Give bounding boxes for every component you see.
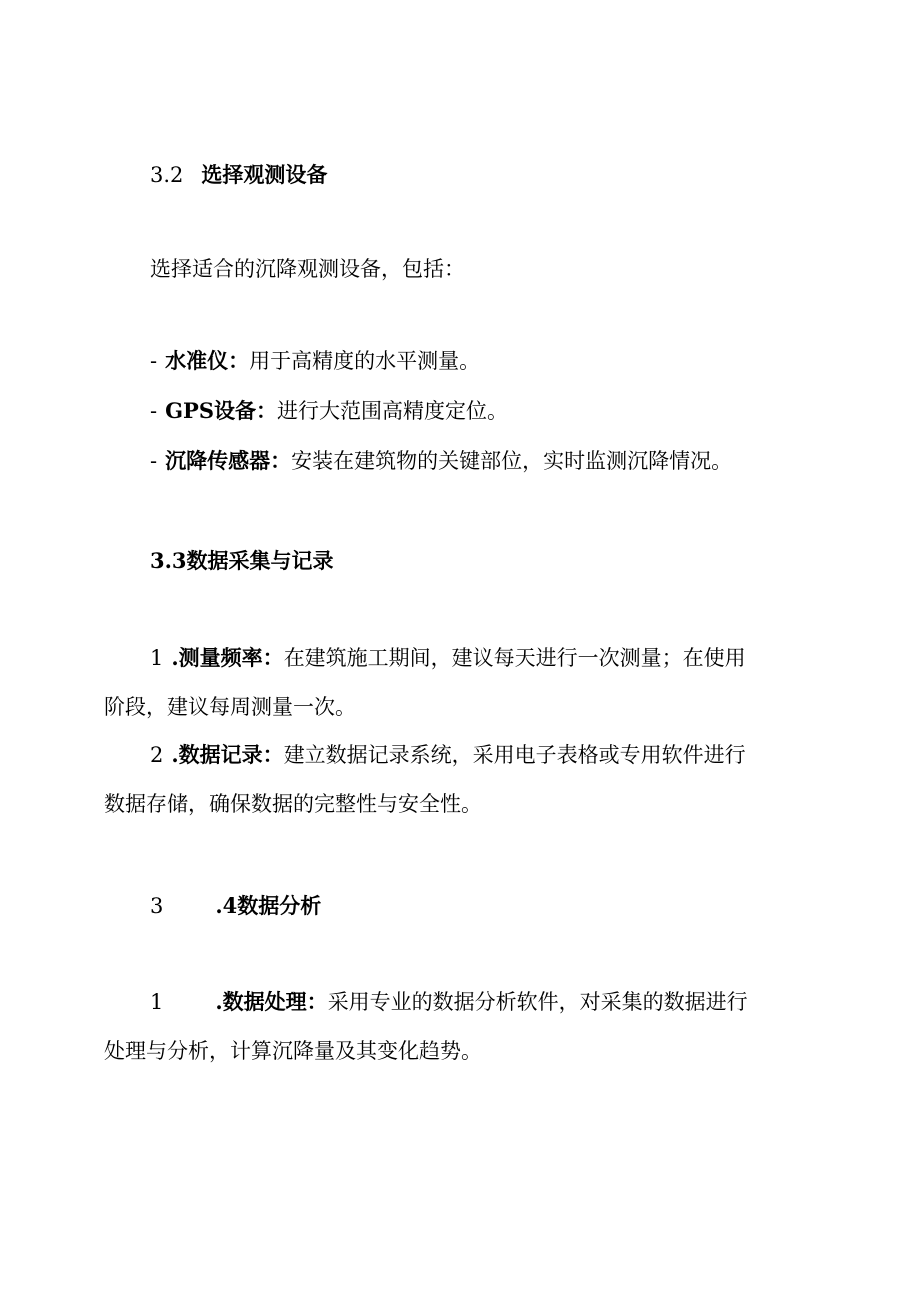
- equipment-item-gps: [150, 396, 508, 426]
- section-3-2-heading: [150, 160, 327, 190]
- item-term: .数据记录：: [171, 742, 284, 767]
- item-desc: 在建筑施工期间，建议每天进行一次测量；在使用: [283, 646, 746, 670]
- item-number: 1: [150, 646, 164, 670]
- list-dash: -: [150, 349, 158, 373]
- collection-item-2-line2: 数据存储，确保数据的完整性与安全性。: [104, 792, 482, 816]
- list-dash: -: [150, 449, 158, 473]
- equipment-term: GPS设备：: [165, 398, 277, 423]
- equipment-term: 水准仪：: [165, 348, 250, 373]
- equipment-desc: 进行大范围高精度定位。: [277, 399, 508, 423]
- equipment-desc: 用于高精度的水平测量。: [249, 349, 481, 373]
- equipment-item-sensor: [150, 446, 732, 476]
- item-term: .测量频率：: [171, 645, 284, 670]
- section-3-2-intro: 选择适合的沉降观测设备，包括：: [150, 257, 465, 281]
- collection-item-2-line1: [150, 740, 746, 770]
- item-number: 2: [150, 743, 164, 767]
- equipment-item-level: [150, 346, 480, 376]
- analysis-item-1-line2: 处理与分析，计算沉降量及其变化趋势。: [104, 1039, 482, 1063]
- collection-item-1-line2: 阶段，建议每周测量一次。: [104, 695, 356, 719]
- item-desc: 建立数据记录系统，采用电子表格或专用软件进行: [283, 743, 746, 767]
- list-dash: -: [150, 399, 158, 423]
- section-3-4-title: .4数据分析: [215, 893, 322, 918]
- analysis-item-1-line1: [150, 987, 748, 1017]
- section-3-2-title: 选择观测设备: [201, 162, 328, 187]
- section-3-4-heading: [150, 891, 321, 921]
- item-number: 1: [150, 990, 164, 1014]
- section-3-3-heading: 3.3数据采集与记录: [150, 548, 334, 573]
- equipment-term: 沉降传感器：: [165, 448, 292, 473]
- section-3-2-number: 3.2: [150, 163, 184, 187]
- item-term: .数据处理：: [215, 989, 328, 1014]
- section-3-4-number: 3: [150, 894, 164, 918]
- collection-item-1-line1: [150, 643, 746, 673]
- item-desc: 采用专业的数据分析软件，对采集的数据进行: [327, 990, 748, 1014]
- equipment-desc: 安装在建筑物的关键部位，实时监测沉降情况。: [291, 449, 733, 473]
